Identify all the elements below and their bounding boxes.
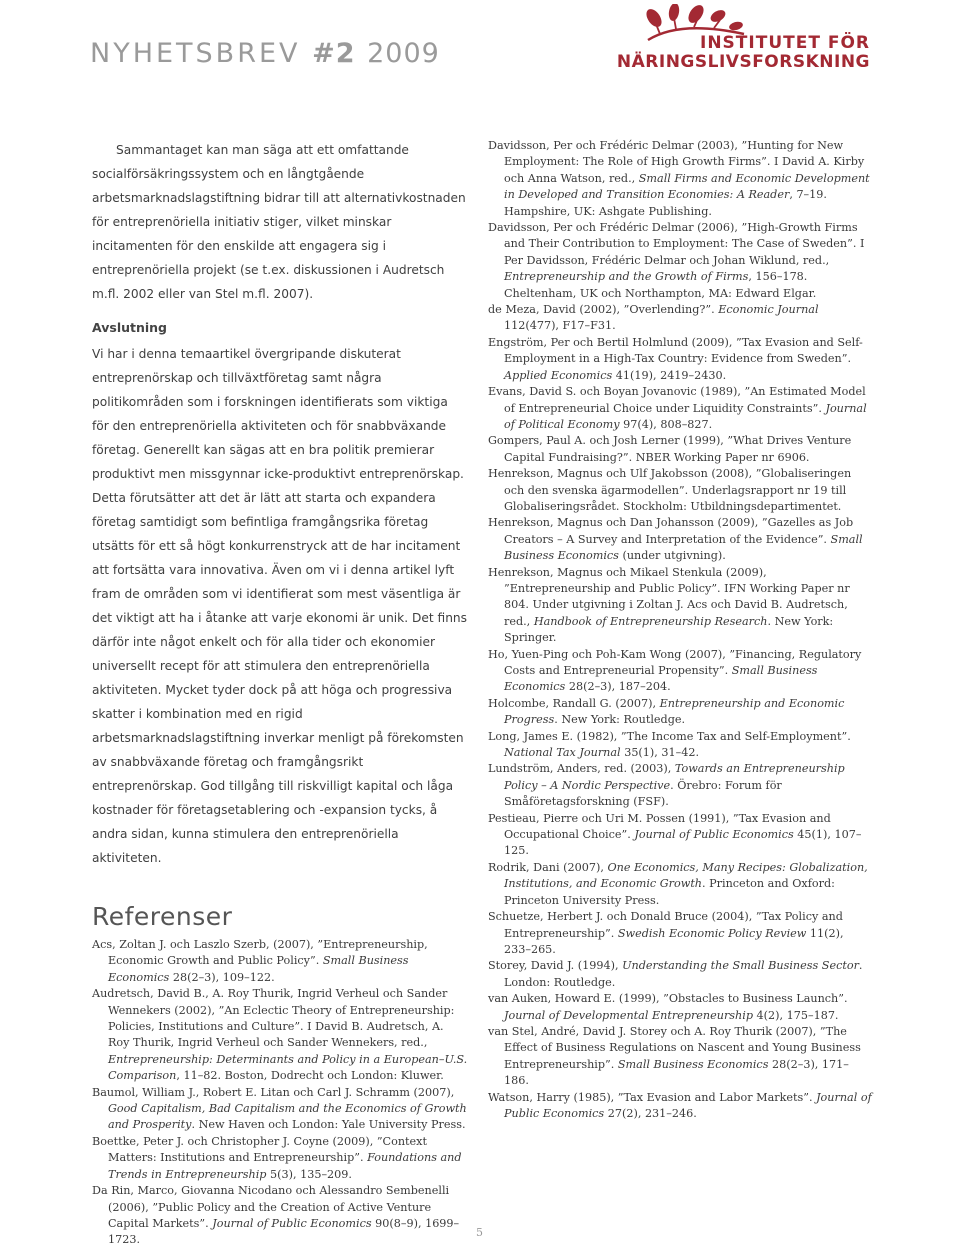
reference-text: Holcombe, Randall G. (2007), [488, 696, 660, 710]
reference-item [488, 1090, 873, 1123]
reference-item [488, 909, 873, 958]
institute-name-line2: NÄRINGSLIVSFORSKNING [616, 52, 870, 72]
reference-text: 97(4), 808–827. [619, 417, 713, 431]
reference-text: . New York: Springer. [504, 614, 834, 645]
reference-text: 45(1), 107–125. [504, 828, 862, 858]
page-number: 5 [476, 1226, 483, 1239]
reference-text: Evans, David S. och Boyan Jovanovic (1989), ”An Estimated Model of Entrepreneurial Choice under Liquidity Constraints”. [488, 385, 866, 415]
left-column [92, 138, 468, 1249]
reference-text: Davidsson, Per och Frédéric Delmar (2006), ”High-Growth Firms and Their Contribution to Employment: The Case of Sweden”. I Per Davidsson, Frédéric Delmar och Johan Wiklund, red., [488, 221, 865, 267]
reference-list-left [92, 937, 468, 1249]
reference-text: Watson, Harry (1985), ”Tax Evasion and Labor Markets”. [488, 1090, 817, 1104]
reference-source: National Tax Journal [504, 746, 621, 760]
reference-text: 28(2–3), 187–204. [565, 680, 671, 694]
reference-source: One Economics, Many Recipes: Globalization, Institutions, and Economic Growth [504, 860, 868, 891]
reference-text: 112(477), F17–F31. [504, 319, 616, 333]
reference-text: , 7–19. Hampshire, UK: Ashgate Publishing. [504, 188, 827, 218]
reference-text: Henrekson, Magnus och Mikael Stenkula (2009), ”Entrepreneurship and Public Policy”. IFN Working Paper nr 804. Under utgivning i Zoltan J. Acs och David B. Audretsch, red., [488, 565, 850, 628]
reference-text: 4(2), 175–187. [753, 1008, 839, 1022]
reference-item [488, 384, 873, 433]
institute-logo [616, 4, 870, 76]
reference-item [488, 433, 873, 466]
reference-source: Applied Economics [504, 368, 613, 382]
reference-source: Small Business Economics [617, 1057, 769, 1071]
reference-item [92, 986, 468, 1084]
reference-item [488, 958, 873, 991]
reference-source: Small Business Economics [504, 532, 863, 563]
reference-text: Long, James E. (1982), ”The Income Tax and Self-Employment”. [488, 729, 851, 743]
reference-source: Good Capitalism, Bad Capitalism and the Economics of Growth and Prosperity [108, 1102, 467, 1132]
reference-text: Henrekson, Magnus och Dan Johansson (2009), ”Gazelles as Job Creators – A Survey and Interpretation of the Evidence”. [488, 516, 854, 546]
issue-year: 2009 [367, 38, 440, 69]
reference-text: . New York: Routledge. [554, 713, 686, 727]
reference-source: Journal of Developmental Entrepreneurship [504, 1008, 753, 1022]
reference-source: Entrepreneurship and the Growth of Firms [504, 270, 749, 284]
reference-text: Davidsson, Per och Frédéric Delmar (2003), ”Hunting for New Employment: The Role of High Growth Firms”. I David A. Kirby och Anna Watson, red., [488, 139, 865, 185]
issue-number: #2 [312, 38, 356, 69]
reference-text: 28(2–3), 109–122. [169, 970, 275, 984]
reference-text: , 11–82. Boston, Dodrecht och London: Kluwer. [176, 1069, 444, 1083]
right-column [488, 138, 873, 1122]
reference-text: Baumol, William J., Robert E. Litan och Carl J. Schramm (2007), [92, 1085, 455, 1099]
reference-text: 11(2), 233–265. [504, 926, 844, 956]
reference-source: Journal of Public Economics [212, 1216, 372, 1230]
reference-text: 35(1), 31–42. [620, 746, 700, 760]
reference-text: Gompers, Paul A. och Josh Lerner (1999), ”What Drives Venture Capital Fundraising?”. NBER Working Paper nr 6906. [488, 434, 852, 464]
section-heading-avslutning: Avslutning [92, 320, 168, 335]
reference-text: , 156–178. Cheltenham, UK och Northampton, MA: Edward Elgar. [504, 270, 817, 300]
reference-item [488, 729, 873, 762]
reference-item [488, 991, 873, 1024]
reference-source: Economic Journal [718, 303, 819, 317]
reference-text: 28(2–3), 171–186. [504, 1057, 849, 1088]
reference-text: 41(19), 2419–2430. [612, 368, 727, 382]
reference-item [488, 1024, 873, 1090]
reference-list-right [488, 138, 873, 1122]
reference-source: Journal of Public Economics [504, 1090, 872, 1120]
reference-text: . Princeton and Oxford: Princeton University Press. [504, 877, 835, 907]
reference-source: Small Business Economics [504, 664, 818, 694]
reference-text: (under utgivning). [618, 549, 726, 563]
reference-text: Engström, Per och Bertil Holmlund (2009), ”Tax Evasion and Self-Employment in a High-Tax Country: Evidence from Sweden”. [488, 335, 863, 366]
reference-item [92, 1134, 468, 1183]
reference-text: de Meza, David (2002), ”Overlending?”. [488, 303, 719, 317]
references-heading: Referenser [92, 902, 233, 931]
reference-source: Handbook of Entrepreneurship Research [533, 614, 768, 628]
reference-text: . London: Routledge. [504, 959, 863, 989]
reference-source: Entrepreneurship: Determinants and Policy in a European–U.S. Comparison [108, 1052, 468, 1083]
reference-text: 90(8–9), 1699–1723. [108, 1216, 460, 1247]
reference-item [488, 220, 873, 302]
reference-text: Ho, Yuen-Ping och Poh-Kam Wong (2007), ”Financing, Regulatory Costs and Entrepreneurial Propensity”. [488, 647, 862, 677]
reference-text: Acs, Zoltan J. och Laszlo Szerb, (2007), ”Entrepreneurship, Economic Growth and Public Policy”. [92, 938, 428, 968]
reference-item [488, 565, 873, 647]
reference-source: Journal of Public Economics [634, 828, 794, 842]
reference-item [488, 860, 873, 909]
reference-source: Journal of Political Economy [504, 401, 867, 431]
reference-text: . Örebro: Forum för Småföretagsforskning (FSF). [504, 778, 782, 809]
reference-text: . New Haven och London: Yale University Press. [191, 1118, 466, 1132]
reference-item [488, 138, 873, 220]
reference-text: van Auken, Howard E. (1999), ”Obstacles to Business Launch”. [488, 992, 848, 1006]
reference-item [92, 1085, 468, 1134]
reference-item [488, 515, 873, 564]
reference-source: Towards an Entrepreneurship Policy – A Nordic Perspective [504, 762, 845, 792]
reference-text: Henrekson, Magnus och Ulf Jakobsson (2008), ”Globaliseringen och den svenska ägarmodellen”. Underlagsrapport nr 19 till Globaliseringsrådet. Stockholm: Utbildningsdepartimentet. [488, 467, 852, 513]
reference-item [488, 302, 873, 335]
reference-item [488, 335, 873, 384]
reference-source: Understanding the Small Business Sector [622, 959, 859, 973]
institute-name [617, 34, 870, 72]
institute-name-line1: INSTITUTET FÖR [700, 33, 870, 53]
reference-text: Schuetze, Herbert J. och Donald Bruce (2004), ”Tax Policy and Entrepreneurship”. [488, 910, 843, 940]
reference-text: Pestieau, Pierre och Uri M. Possen (1991), ”Tax Evasion and Occupational Choice”. [488, 811, 831, 842]
reference-text: Rodrik, Dani (2007), [488, 860, 608, 874]
reference-text: 27(2), 231–246. [604, 1106, 697, 1120]
reference-source: Foundations and Trends in Entrepreneurship [108, 1151, 462, 1181]
reference-item [488, 647, 873, 696]
reference-source: Swedish Economic Policy Review [617, 926, 807, 940]
reference-source: Small Firms and Economic Development in Developed and Transition Economies: A Reader [504, 171, 870, 202]
newsletter-title [90, 38, 440, 69]
reference-text: van Stel, André, David J. Storey och A. Roy Thurik (2007), ”The Effect of Business Regulations on Nascent and Young Business Entrepreneurship”. [488, 1024, 861, 1071]
conclusion-paragraph: Vi har i denna temaartikel övergripande diskuterat entreprenörskap och tillväxtföretag samt några politikområden som i forskningen identifierats som viktiga för den entreprenöriella aktiviteten och för snabbväxande företag. Generellt kan sägas att en bra politik premierar produktivt men missgynnar icke-produktivt entreprenörskap. Detta förutsätter att det är lätt att starta och expandera företag samtidigt som befintliga framgångsrika företag utsätts för ett så högt konkurrenstryck att de har incitament att fortsätta vara innovativa. Även om vi i denna artikel lyft fram de områden som vi identifierat som mest väsentliga är det viktigt att ha i åtanke att varje ekonomi är unik. Det finns därför inte något enkelt och för alla tider och ekonomier universellt recept för att stimulera den entreprenöriella aktiviteten. Mycket tyder dock på att höga och progressiva skatter i kombination med en rigid arbetsmarknadslagstiftning inverkar menligt på förekomsten av snabbväxande företag och framgångsrikt entreprenörskap. God tillgång till riskvilligt kapital och låga kostnader för företagsetablering och -expansion tycks, å andra sidan, kunna stimulera den entreprenöriella aktiviteten. [92, 347, 468, 865]
reference-text: Lundström, Anders, red. (2003), [488, 762, 675, 776]
newsletter-name: NYHETSBREV [90, 38, 301, 69]
reference-text: Storey, David J. (1994), [488, 959, 623, 973]
reference-item [488, 696, 873, 729]
reference-item [488, 761, 873, 810]
reference-text: Audretsch, David B., A. Roy Thurik, Ingrid Verheul och Sander Wennekers (2002), ”An Eclectic Theory of Entrepreneurship: Policies, Institutions and Culture”. I David B. Audretsch, A. Roy Thurik, Ingrid Verheul och Sander Wennekers, red., [92, 987, 455, 1050]
reference-item [92, 937, 468, 986]
intro-paragraph: Sammantaget kan man säga att ett omfattande socialförsäkringssystem och en långtgående arbetsmarknadslagstiftning bidrar till att alternativkostnaden för entreprenöriella initiativ stiger, vilket minskar incitamenten för den enskilde att engagera sig i entreprenöriella projekt (se t.ex. diskussionen i Audretsch m.fl. 2002 eller van Stel m.fl. 2007). [92, 143, 466, 301]
reference-text: 5(3), 135–209. [266, 1167, 352, 1181]
reference-source: Small Business Economics [108, 954, 409, 984]
reference-text: Boettke, Peter J. och Christopher J. Coyne (2009), ”Context Matters: Institutions and Entrepreneurship”. [92, 1134, 427, 1165]
reference-item [488, 811, 873, 860]
reference-source: Entrepreneurship and Economic Progress [504, 696, 845, 727]
reference-text: Da Rin, Marco, Giovanna Nicodano och Alessandro Sembenelli (2006), ”Public Policy and the Creation of Active Venture Capital Markets”. [92, 1184, 450, 1230]
reference-item [488, 466, 873, 515]
